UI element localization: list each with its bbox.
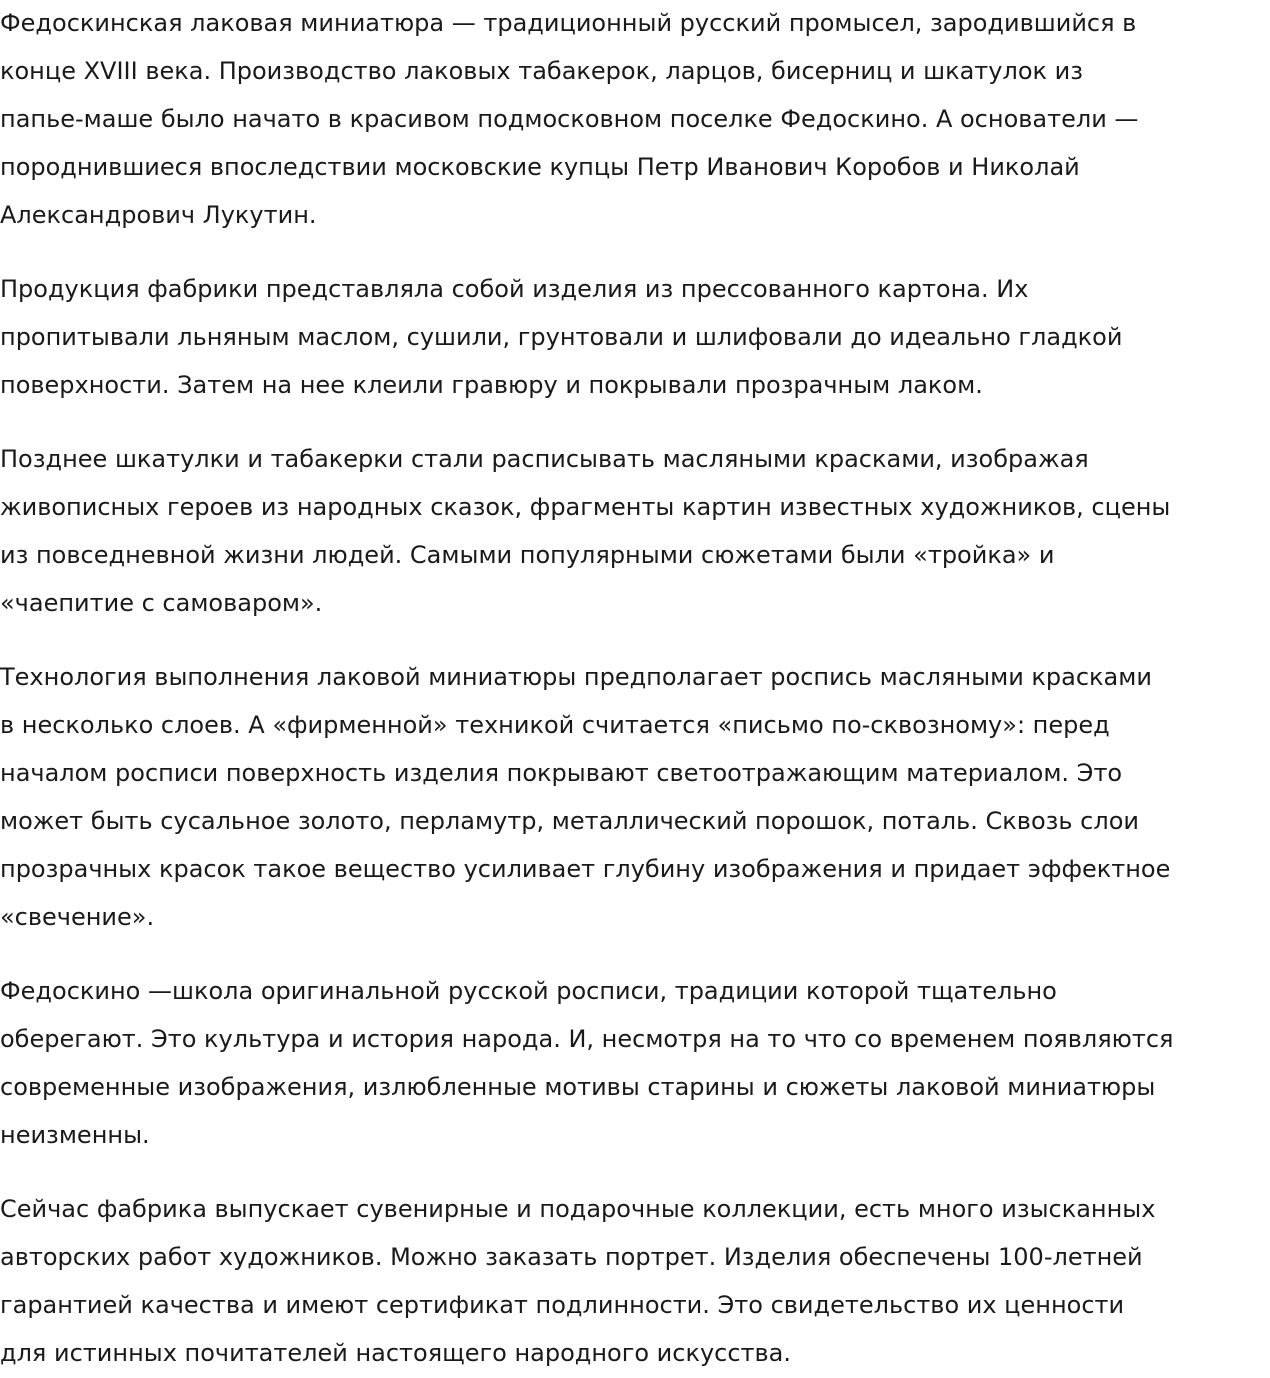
paragraph-school [0, 967, 1270, 1159]
text-line: Технология выполнения лаковой миниатюры предполагает роспись масляными красками [0, 663, 1152, 691]
text-line: началом росписи поверхность изделия покрывают светоотражающим материалом. Это [0, 759, 1123, 787]
text-line: Александрович Лукутин. [0, 201, 317, 229]
text-line: для истинных почитателей настоящего народного искусства. [0, 1339, 791, 1367]
text-line: живописных героев из народных сказок, фрагменты картин известных художников, сцены [0, 493, 1171, 521]
paragraph-history [0, 0, 1270, 239]
text-line: из повседневной жизни людей. Самыми популярными сюжетами были «тройка» и [0, 541, 1055, 569]
text-line: «свечение». [0, 903, 155, 931]
text-line: Позднее шкатулки и табакерки стали расписывать масляными красками, изображая [0, 445, 1089, 473]
text-line: прозрачных красок такое вещество усиливает глубину изображения и придает эффектное [0, 855, 1171, 883]
paragraph-painting [0, 435, 1270, 627]
text-line: в несколько слоев. А «фирменной» техникой считается «письмо по-сквозному»: перед [0, 711, 1110, 739]
text-line: Сейчас фабрика выпускает сувенирные и подарочные коллекции, есть много изысканных [0, 1195, 1156, 1223]
text-line: гарантией качества и имеют сертификат подлинности. Это свидетельство их ценности [0, 1291, 1125, 1319]
text-line: породнившиеся впоследствии московские купцы Петр Иванович Коробов и Николай [0, 153, 1080, 181]
text-line: неизменны. [0, 1121, 150, 1149]
text-line: папье-маше было начато в красивом подмосковном поселке Федоскино. А основатели — [0, 105, 1139, 133]
text-line: авторских работ художников. Можно заказать портрет. Изделия обеспечены 100-летней [0, 1243, 1143, 1271]
text-line: поверхности. Затем на нее клеили гравюру и покрывали прозрачным лаком. [0, 371, 983, 399]
text-line: пропитывали льняным маслом, сушили, грунтовали и шлифовали до идеально гладкой [0, 323, 1123, 351]
text-line: «чаепитие с самоваром». [0, 589, 323, 617]
text-line: Федоскинская лаковая миниатюра — традиционный русский промысел, зародившийся в [0, 9, 1137, 37]
paragraph-technology [0, 653, 1270, 941]
paragraph-today [0, 1185, 1270, 1377]
text-line: Продукция фабрики представляла собой изделия из прессованного картона. Их [0, 275, 1029, 303]
text-line: Федоскино —школа оригинальной русской росписи, традиции которой тщательно [0, 977, 1057, 1005]
text-line: может быть сусальное золото, перламутр, металлический порошок, поталь. Сквозь слои [0, 807, 1139, 835]
text-line: оберегают. Это культура и история народа. И, несмотря на то что со временем появляются [0, 1025, 1174, 1053]
text-line: современные изображения, излюбленные мотивы старины и сюжеты лаковой миниатюры [0, 1073, 1156, 1101]
text-line: конце XVIII века. Производство лаковых табакерок, ларцов, бисерниц и шкатулок из [0, 57, 1083, 85]
paragraph-products [0, 265, 1270, 409]
